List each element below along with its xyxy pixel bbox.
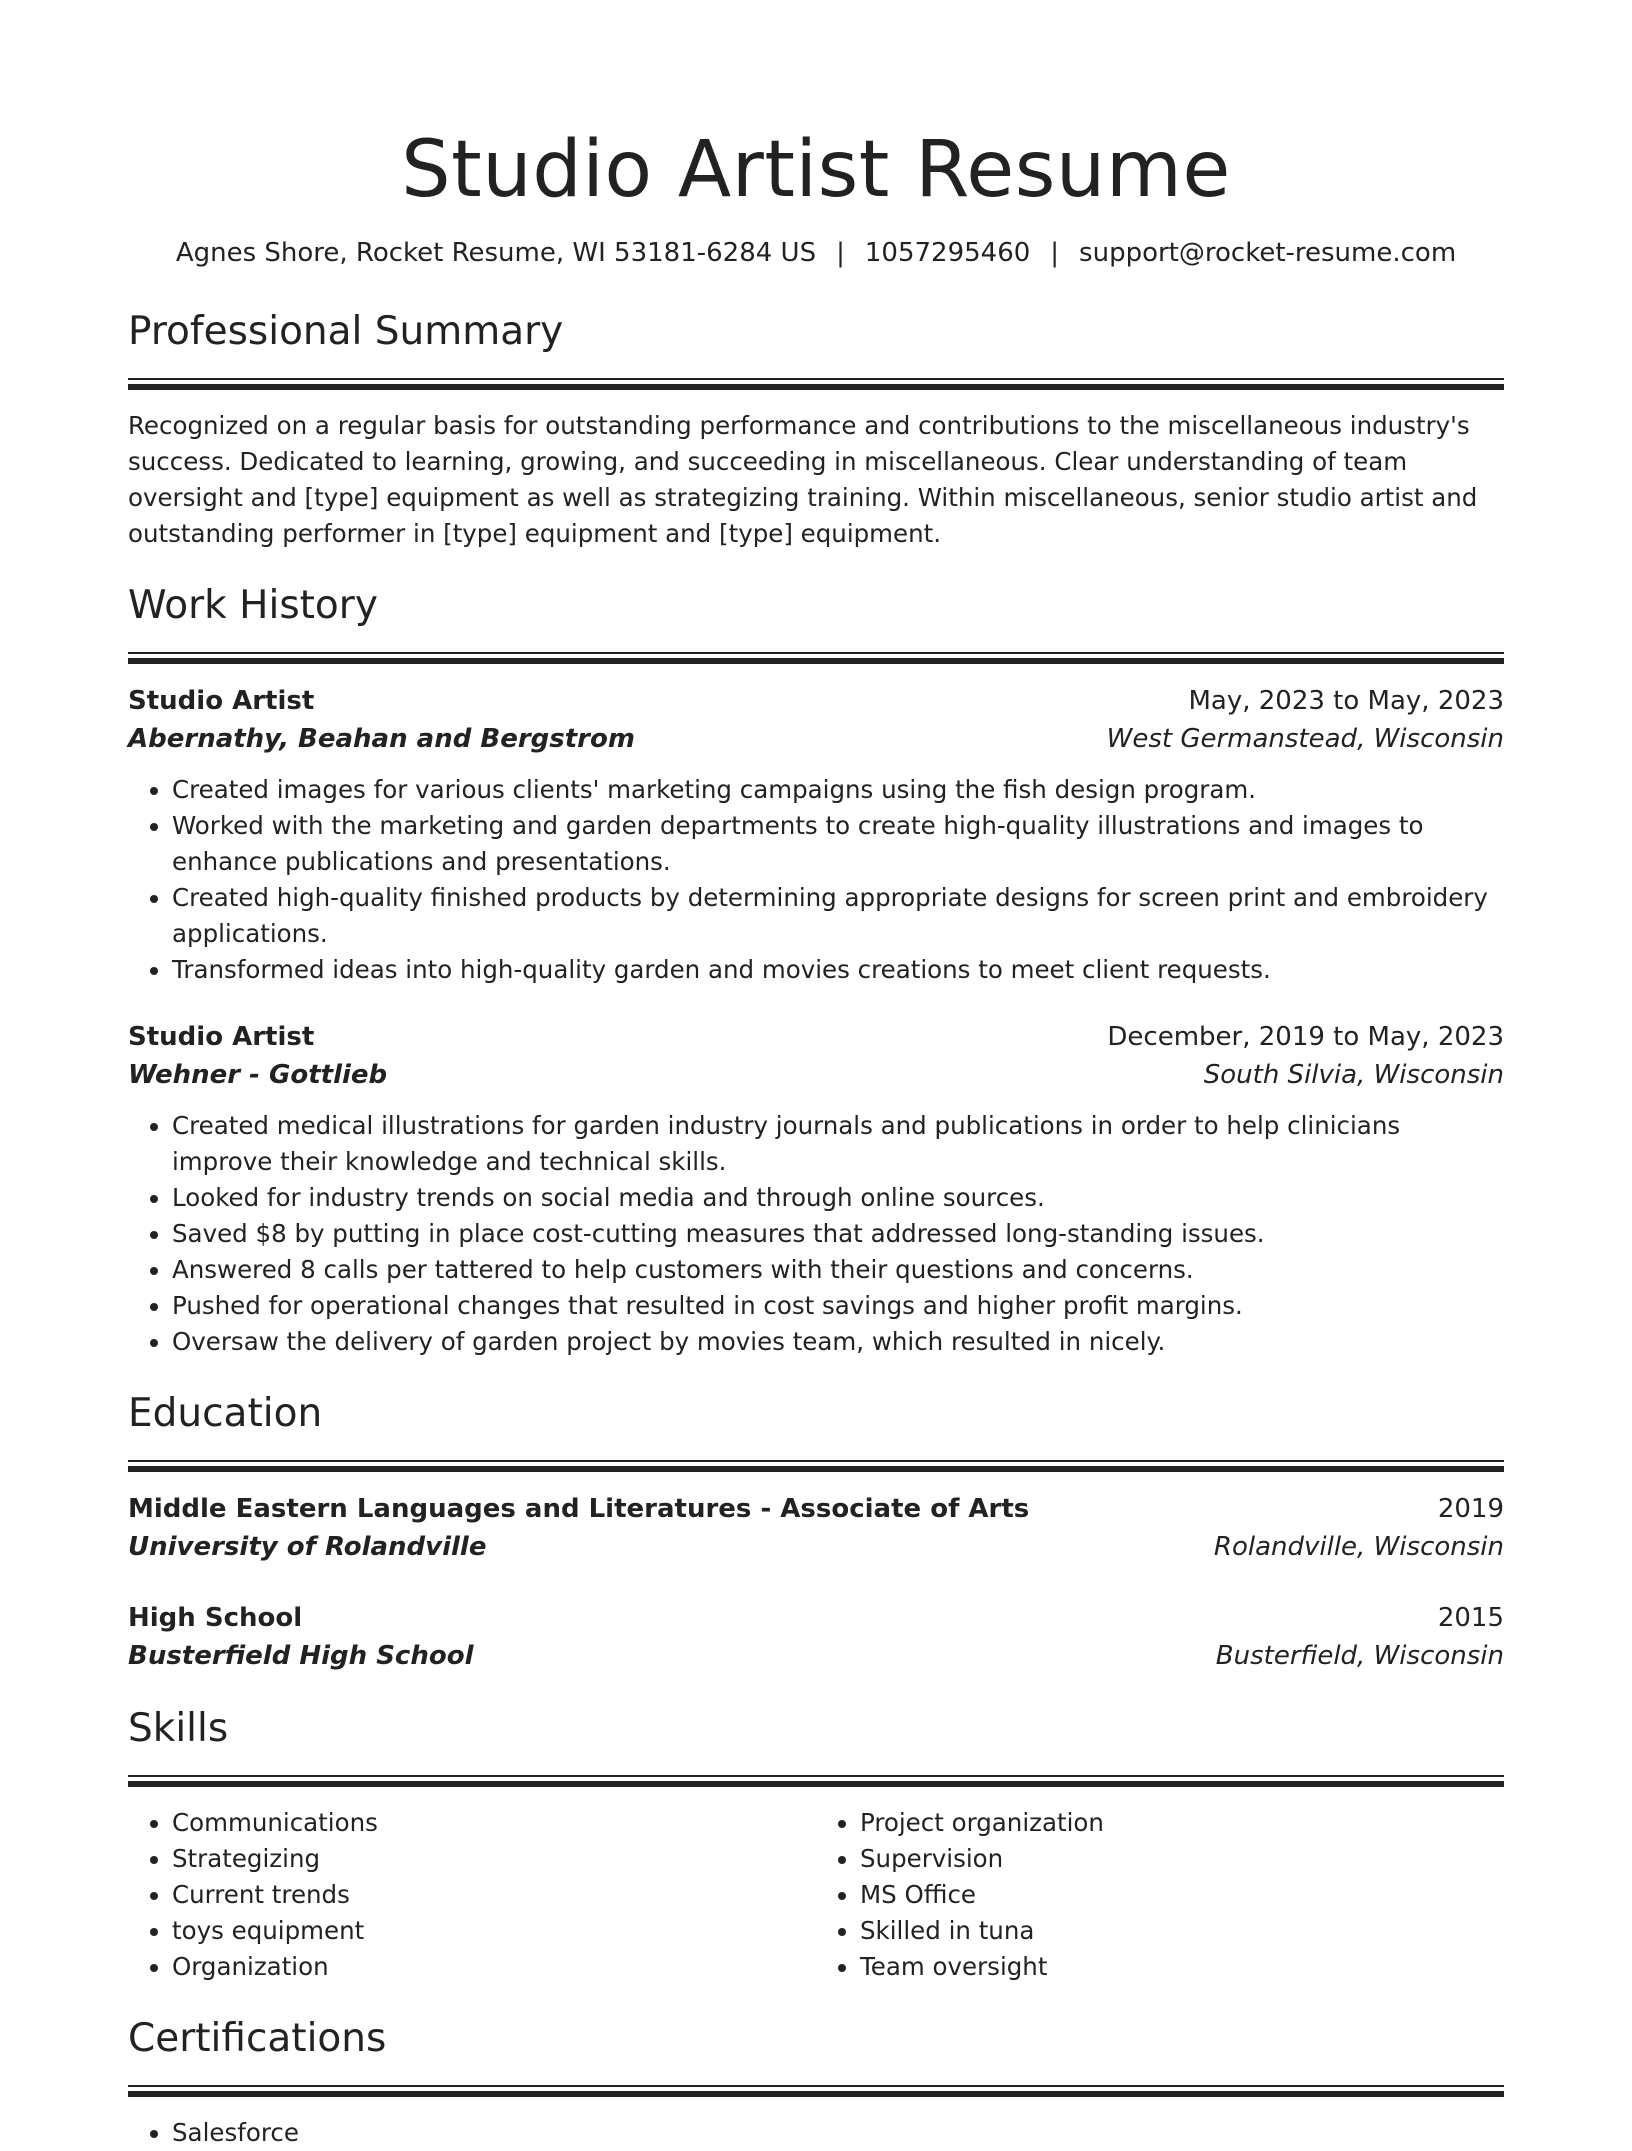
- section-heading-summary: Professional Summary: [128, 309, 564, 354]
- section-heading-education: Education: [128, 1391, 323, 1436]
- certifications-section: [128, 2015, 1504, 2151]
- skills-column-right: [816, 1805, 1504, 1985]
- job-bullet: • Oversaw the delivery of garden project by movies team, which resulted in nicely.: [172, 1324, 1504, 1360]
- job-bullet: • Answered 8 calls per tattered to help customers with their questions and concerns.: [172, 1252, 1504, 1288]
- education-sub-row: [128, 1528, 1504, 1566]
- job-bullet: • Saved $8 by putting in place cost-cutting measures that addressed long-standing issues.: [172, 1216, 1504, 1252]
- summary-section: [128, 308, 1504, 552]
- certifications-list: [128, 2115, 1504, 2151]
- skills-grid: [128, 1805, 1504, 1985]
- skill-item: • Communications: [172, 1805, 816, 1841]
- education-year: 2015: [1437, 1603, 1504, 1633]
- skills-list: [128, 1805, 816, 1985]
- skill-item: • Team oversight: [860, 1949, 1504, 1985]
- skill-item: • Project organization: [860, 1805, 1504, 1841]
- section-divider: [128, 1775, 1504, 1787]
- skill-item: • Supervision: [860, 1841, 1504, 1877]
- education-location: Rolandville, Wisconsin: [1213, 1532, 1504, 1562]
- skills-column-left: [128, 1805, 816, 1985]
- education-degree: Middle Eastern Languages and Literatures - Associate of Arts: [128, 1494, 1030, 1524]
- job-bullet: • Created medical illustrations for garden industry journals and publications in order to help clinicians improve their knowledge and technical skills.: [172, 1108, 1504, 1180]
- job-bullet: • Created images for various clients' marketing campaigns using the fish design program.: [172, 772, 1504, 808]
- job-bullet-list: [128, 1108, 1504, 1360]
- section-heading-skills: Skills: [128, 1706, 229, 1751]
- contact-address: Agnes Shore, Rocket Resume, WI 53181-6284 US: [175, 238, 817, 268]
- education-entry: [128, 1599, 1504, 1675]
- work-history-section: [128, 582, 1504, 1360]
- education-location: Busterfield, Wisconsin: [1215, 1641, 1504, 1671]
- job-location: West Germanstead, Wisconsin: [1106, 724, 1504, 754]
- contact-separator: |: [1050, 238, 1060, 268]
- job-company: Abernathy, Beahan and Bergstrom: [128, 724, 635, 754]
- job-location: South Silvia, Wisconsin: [1203, 1060, 1504, 1090]
- skill-item: • toys equipment: [172, 1913, 816, 1949]
- job-bullet: • Looked for industry trends on social media and through online sources.: [172, 1180, 1504, 1216]
- education-sub-row: [128, 1637, 1504, 1675]
- summary-text: Recognized on a regular basis for outstanding performance and contributions to the miscellaneous industry's success. Dedicated to learning, growing, and succeeding in miscellaneous. Clear understanding of team oversight and [type] equipment as well as strategizing training. Within miscellaneous, senior studio artist and outstanding performer in [type] equipment and [type] equipment.: [128, 411, 1478, 548]
- education-section: [128, 1390, 1504, 1675]
- job-dates: May, 2023 to May, 2023: [1188, 686, 1504, 716]
- education-school: University of Rolandville: [128, 1532, 487, 1562]
- contact-line: [128, 236, 1504, 270]
- education-entry: [128, 1490, 1504, 1566]
- skills-list: [816, 1805, 1504, 1985]
- education-year: 2019: [1437, 1494, 1504, 1524]
- job-bullet: • Created high-quality finished products by determining appropriate designs for screen print and embroidery applications.: [172, 880, 1504, 952]
- job-bullet-list: [128, 772, 1504, 988]
- education-header-row: [128, 1490, 1504, 1528]
- job-bullet: • Worked with the marketing and garden departments to create high-quality illustrations and images to enhance publications and presentations.: [172, 808, 1504, 880]
- job-entry: [128, 682, 1504, 988]
- resume-title: Studio Artist Resume: [401, 125, 1231, 215]
- skill-item: • Skilled in tuna: [860, 1913, 1504, 1949]
- section-divider: [128, 378, 1504, 390]
- certification-item: • Salesforce: [172, 2115, 1504, 2151]
- skill-item: • Strategizing: [172, 1841, 816, 1877]
- job-entry: [128, 1018, 1504, 1360]
- job-header-row: [128, 682, 1504, 720]
- job-dates: December, 2019 to May, 2023: [1107, 1022, 1504, 1052]
- job-sub-row: [128, 1056, 1504, 1094]
- section-heading-work-history: Work History: [128, 583, 378, 628]
- contact-separator: |: [836, 238, 845, 268]
- section-heading-certifications: Certifications: [128, 2016, 387, 2061]
- job-bullet: • Pushed for operational changes that resulted in cost savings and higher profit margins.: [172, 1288, 1504, 1324]
- skill-item: • MS Office: [860, 1877, 1504, 1913]
- job-company: Wehner - Gottlieb: [128, 1060, 388, 1090]
- education-degree: High School: [128, 1603, 303, 1633]
- contact-email: support@rocket-resume.com: [1079, 238, 1457, 268]
- skill-item: • Organization: [172, 1949, 816, 1985]
- job-header-row: [128, 1018, 1504, 1056]
- job-title: Studio Artist: [128, 1022, 315, 1052]
- job-sub-row: [128, 720, 1504, 758]
- section-divider: [128, 2085, 1504, 2097]
- job-bullet: • Transformed ideas into high-quality garden and movies creations to meet client requests.: [172, 952, 1504, 988]
- section-divider: [128, 1460, 1504, 1472]
- education-header-row: [128, 1599, 1504, 1637]
- contact-phone: 1057295460: [864, 238, 1031, 268]
- job-title: Studio Artist: [128, 686, 315, 716]
- skills-section: [128, 1705, 1504, 1985]
- section-divider: [128, 652, 1504, 664]
- education-school: Busterfield High School: [128, 1641, 474, 1671]
- skill-item: • Current trends: [172, 1877, 816, 1913]
